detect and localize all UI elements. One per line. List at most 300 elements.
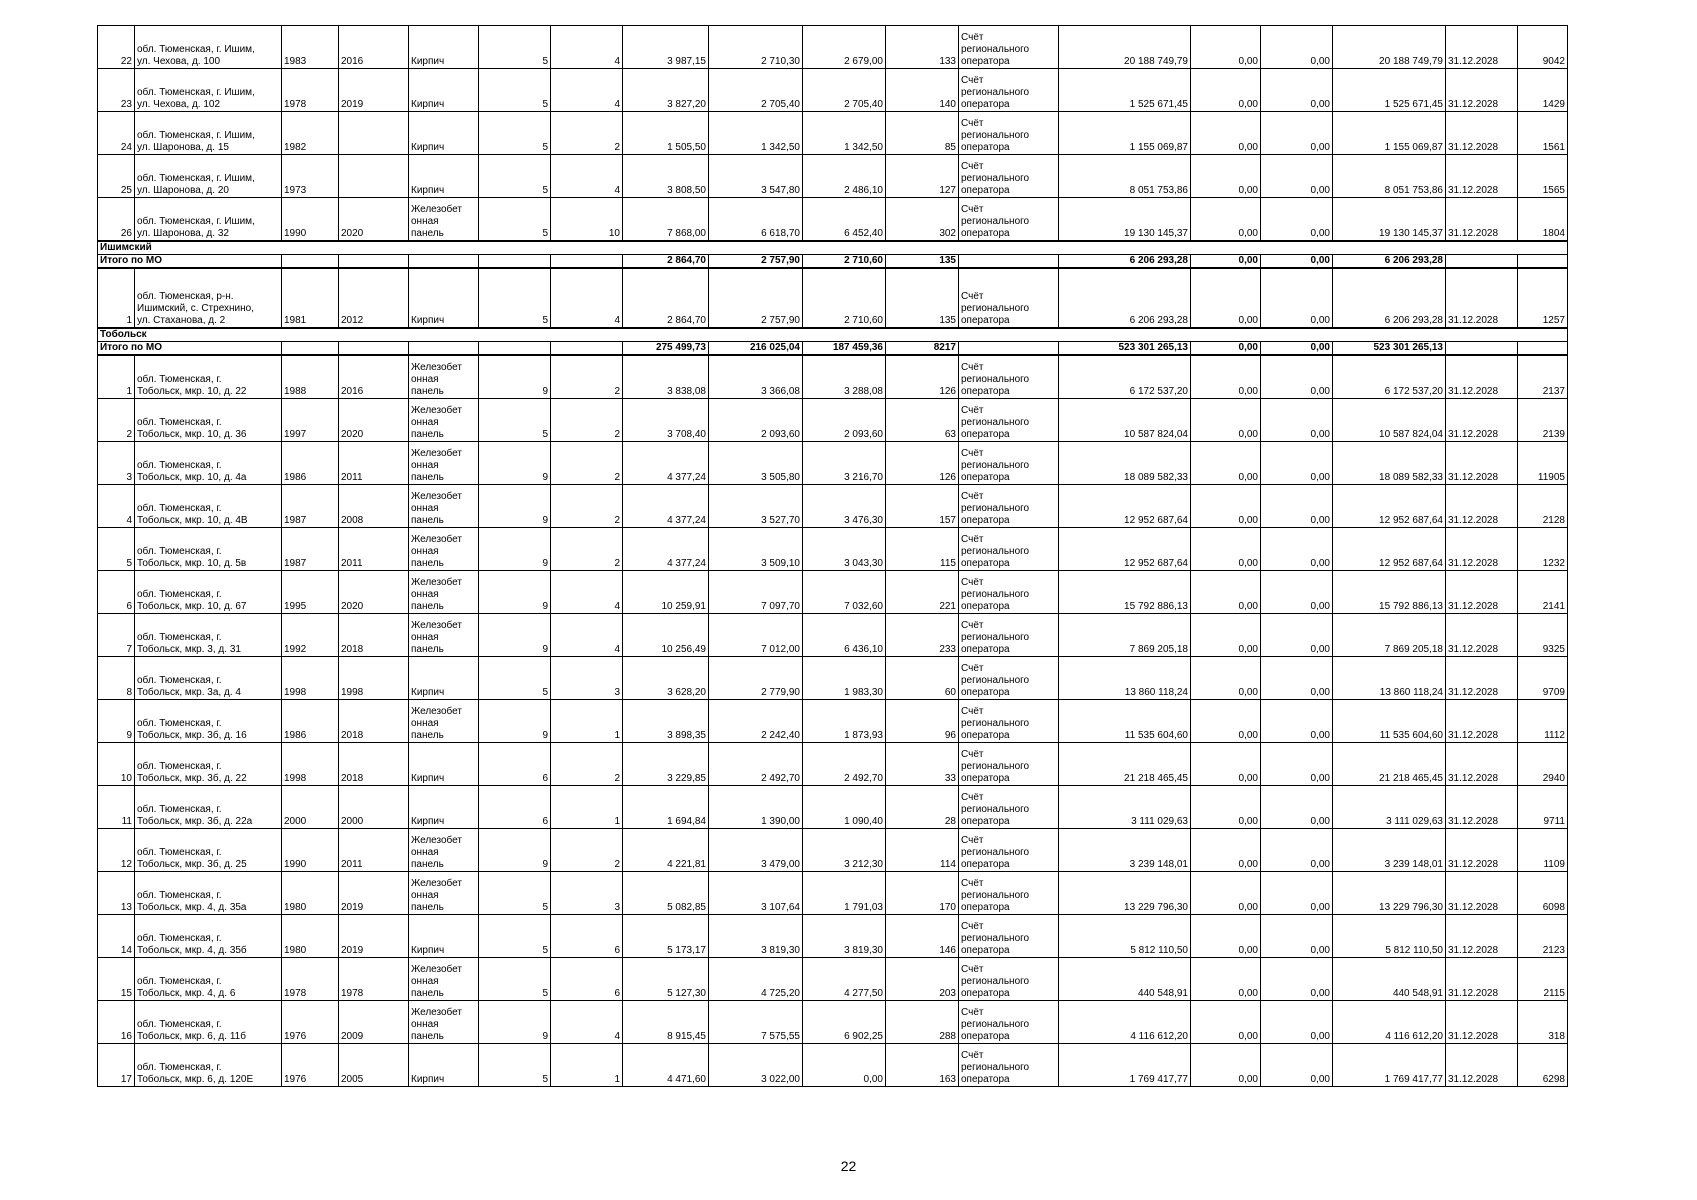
year-repaired-cell: 2009 [339, 1001, 409, 1044]
floors-cell: 5 [479, 1044, 551, 1087]
total-cost-cell: 4 116 612,20 [1059, 1001, 1191, 1044]
house-code-cell: 9325 [1518, 614, 1568, 657]
fund-method-cell: Счёт регионального оператора [959, 155, 1059, 198]
total-cost-cell: 440 548,91 [1059, 958, 1191, 1001]
table-row [98, 700, 1568, 743]
cost-owners-cell: 3 111 029,63 [1333, 786, 1446, 829]
residents-cell: 60 [886, 657, 959, 700]
deadline-cell: 31.12.2028 [1446, 657, 1518, 700]
table-row [98, 485, 1568, 528]
residential-area-cell: 3 212,30 [803, 829, 886, 872]
address-cell: обл. Тюменская, р-н. Ишимский, с. Стрехнино, ул. Стаханова, д. 2 [135, 268, 282, 328]
floors-cell: 5 [479, 112, 551, 155]
wall-material-cell: Железобет онная панель [409, 442, 479, 485]
house-code-cell: 1112 [1518, 700, 1568, 743]
residential-area-cell: 1 983,30 [803, 657, 886, 700]
cost-budget-cell: 0,00 [1261, 355, 1333, 399]
cost-budget-cell: 0,00 [1261, 26, 1333, 69]
year-repaired-cell: 1978 [339, 958, 409, 1001]
residential-area-cell: 2 679,00 [803, 26, 886, 69]
total-year-built-cell [282, 255, 339, 269]
house-code-cell: 2123 [1518, 915, 1568, 958]
cost-owners-cell: 12 952 687,64 [1333, 485, 1446, 528]
address-cell: обл. Тюменская, г. Тобольск, мкр. 3б, д. 16 [135, 700, 282, 743]
year-repaired-cell: 2019 [339, 69, 409, 112]
cost-budget-cell: 0,00 [1261, 657, 1333, 700]
house-code-cell: 2139 [1518, 399, 1568, 442]
fund-method-cell: Счёт регионального оператора [959, 657, 1059, 700]
year-built-cell: 1978 [282, 958, 339, 1001]
table-row [98, 614, 1568, 657]
house-code-cell: 1109 [1518, 829, 1568, 872]
table-row [98, 355, 1568, 399]
house-code-cell: 2940 [1518, 743, 1568, 786]
entrances-cell: 2 [551, 355, 623, 399]
municipality-name: Тобольск [98, 328, 1568, 342]
cost-owners-cell: 5 812 110,50 [1333, 915, 1446, 958]
table-row [98, 571, 1568, 614]
residential-area-cell: 1 791,03 [803, 872, 886, 915]
row-number: 10 [98, 743, 135, 786]
cost-fund-cell: 0,00 [1191, 69, 1261, 112]
wall-material-cell: Кирпич [409, 26, 479, 69]
entrances-cell: 4 [551, 614, 623, 657]
living-area-cell: 3 527,70 [709, 485, 803, 528]
table-row [98, 26, 1568, 69]
residential-area-cell: 1 342,50 [803, 112, 886, 155]
living-area-cell: 3 509,10 [709, 528, 803, 571]
row-number: 12 [98, 829, 135, 872]
entrances-cell: 1 [551, 1044, 623, 1087]
total-fund-method-cell [959, 255, 1059, 269]
floors-cell: 5 [479, 872, 551, 915]
year-built-cell: 1982 [282, 112, 339, 155]
table-row [98, 1044, 1568, 1087]
deadline-cell: 31.12.2028 [1446, 69, 1518, 112]
total-cost-fund-cell: 0,00 [1191, 255, 1261, 269]
year-repaired-cell: 2008 [339, 485, 409, 528]
floors-cell: 9 [479, 442, 551, 485]
page-number: 22 [840, 1158, 857, 1174]
wall-material-cell: Железобет онная панель [409, 485, 479, 528]
address-cell: обл. Тюменская, г. Тобольск, мкр. 3, д. 31 [135, 614, 282, 657]
entrances-cell: 10 [551, 198, 623, 242]
residential-area-cell: 6 902,25 [803, 1001, 886, 1044]
deadline-cell: 31.12.2028 [1446, 915, 1518, 958]
floors-cell: 5 [479, 155, 551, 198]
cost-fund-cell: 0,00 [1191, 829, 1261, 872]
living-area-cell: 2 093,60 [709, 399, 803, 442]
wall-material-cell: Кирпич [409, 657, 479, 700]
fund-method-cell: Счёт регионального оператора [959, 1044, 1059, 1087]
total-area-cell: 2 864,70 [623, 268, 709, 328]
residents-cell: 28 [886, 786, 959, 829]
deadline-cell: 31.12.2028 [1446, 355, 1518, 399]
residential-area-cell: 3 216,70 [803, 442, 886, 485]
fund-method-cell: Счёт регионального оператора [959, 399, 1059, 442]
deadline-cell: 31.12.2028 [1446, 485, 1518, 528]
deadline-cell: 31.12.2028 [1446, 26, 1518, 69]
year-built-cell: 1980 [282, 915, 339, 958]
cost-fund-cell: 0,00 [1191, 355, 1261, 399]
row-number: 7 [98, 614, 135, 657]
floors-cell: 5 [479, 26, 551, 69]
total-cost-cell: 3 239 148,01 [1059, 829, 1191, 872]
floors-cell: 5 [479, 399, 551, 442]
residential-area-cell: 6 436,10 [803, 614, 886, 657]
cost-fund-cell: 0,00 [1191, 26, 1261, 69]
total-area-cell: 3 808,50 [623, 155, 709, 198]
total-area-cell: 10 256,49 [623, 614, 709, 657]
total-house-code-cell [1518, 255, 1568, 269]
deadline-cell: 31.12.2028 [1446, 743, 1518, 786]
residents-cell: 96 [886, 700, 959, 743]
fund-method-cell: Счёт регионального оператора [959, 26, 1059, 69]
residential-area-cell: 2 710,60 [803, 268, 886, 328]
year-built-cell: 1992 [282, 614, 339, 657]
deadline-cell: 31.12.2028 [1446, 958, 1518, 1001]
residential-area-cell: 3 476,30 [803, 485, 886, 528]
total-area-cell: 4 377,24 [623, 485, 709, 528]
address-cell: обл. Тюменская, г. Тобольск, мкр. 4, д. 35б [135, 915, 282, 958]
municipality-total-row [98, 342, 1568, 356]
living-area-cell: 7 097,70 [709, 571, 803, 614]
table-row [98, 829, 1568, 872]
total-area-cell: 3 987,15 [623, 26, 709, 69]
residents-cell: 126 [886, 442, 959, 485]
year-built-cell: 1998 [282, 657, 339, 700]
wall-material-cell: Железобет онная панель [409, 198, 479, 242]
wall-material-cell: Железобет онная панель [409, 829, 479, 872]
total-wall-material-cell [409, 342, 479, 356]
municipality-header-row [98, 328, 1568, 342]
residents-cell: 288 [886, 1001, 959, 1044]
entrances-cell: 4 [551, 1001, 623, 1044]
entrances-cell: 2 [551, 485, 623, 528]
wall-material-cell: Кирпич [409, 1044, 479, 1087]
fund-method-cell: Счёт регионального оператора [959, 743, 1059, 786]
floors-cell: 9 [479, 571, 551, 614]
residential-area-cell: 6 452,40 [803, 198, 886, 242]
cost-fund-cell: 0,00 [1191, 786, 1261, 829]
cost-owners-cell: 1 525 671,45 [1333, 69, 1446, 112]
total-area-cell: 4 221,81 [623, 829, 709, 872]
row-number: 8 [98, 657, 135, 700]
floors-cell: 5 [479, 915, 551, 958]
total-floors-cell [479, 342, 551, 356]
address-cell: обл. Тюменская, г. Тобольск, мкр. 6, д. 11б [135, 1001, 282, 1044]
cost-owners-cell: 13 860 118,24 [1333, 657, 1446, 700]
total-cost-cell: 6 172 537,20 [1059, 355, 1191, 399]
total-deadline-cell [1446, 255, 1518, 269]
total-cost-owners-cell: 6 206 293,28 [1333, 255, 1446, 269]
living-area-cell: 2 779,90 [709, 657, 803, 700]
fund-method-cell: Счёт регионального оператора [959, 198, 1059, 242]
address-cell: обл. Тюменская, г. Ишим, ул. Шаронова, д. 20 [135, 155, 282, 198]
row-number: 5 [98, 528, 135, 571]
cost-owners-cell: 11 535 604,60 [1333, 700, 1446, 743]
living-area-cell: 7 575,55 [709, 1001, 803, 1044]
address-cell: обл. Тюменская, г. Тобольск, мкр. 6, д. 120Е [135, 1044, 282, 1087]
house-code-cell: 6298 [1518, 1044, 1568, 1087]
row-number: 4 [98, 485, 135, 528]
year-repaired-cell: 2018 [339, 614, 409, 657]
house-code-cell: 1257 [1518, 268, 1568, 328]
year-built-cell: 1987 [282, 528, 339, 571]
wall-material-cell: Кирпич [409, 268, 479, 328]
total-cost-cell: 1 769 417,77 [1059, 1044, 1191, 1087]
entrances-cell: 3 [551, 657, 623, 700]
total-cost-cell: 1 525 671,45 [1059, 69, 1191, 112]
fund-method-cell: Счёт регионального оператора [959, 614, 1059, 657]
floors-cell: 6 [479, 786, 551, 829]
floors-cell: 9 [479, 528, 551, 571]
deadline-cell: 31.12.2028 [1446, 399, 1518, 442]
cost-fund-cell: 0,00 [1191, 528, 1261, 571]
year-repaired-cell: 2018 [339, 743, 409, 786]
floors-cell: 9 [479, 829, 551, 872]
year-repaired-cell: 2020 [339, 198, 409, 242]
entrances-cell: 2 [551, 528, 623, 571]
entrances-cell: 4 [551, 571, 623, 614]
residents-cell: 133 [886, 26, 959, 69]
wall-material-cell: Кирпич [409, 112, 479, 155]
total-residents-cell: 135 [886, 255, 959, 269]
total-cost-cell: 11 535 604,60 [1059, 700, 1191, 743]
deadline-cell: 31.12.2028 [1446, 1001, 1518, 1044]
cost-budget-cell: 0,00 [1261, 528, 1333, 571]
year-built-cell: 1990 [282, 198, 339, 242]
house-code-cell: 1565 [1518, 155, 1568, 198]
address-cell: обл. Тюменская, г. Тобольск, мкр. 10, д. 4В [135, 485, 282, 528]
total-cost-fund-cell: 0,00 [1191, 342, 1261, 356]
fund-method-cell: Счёт регионального оператора [959, 571, 1059, 614]
total-area-cell: 4 377,24 [623, 442, 709, 485]
year-built-cell: 1981 [282, 268, 339, 328]
total-cost-cell: 1 155 069,87 [1059, 112, 1191, 155]
fund-method-cell: Счёт регионального оператора [959, 829, 1059, 872]
fund-method-cell: Счёт регионального оператора [959, 872, 1059, 915]
year-built-cell: 1980 [282, 872, 339, 915]
residential-area-cell: 3 043,30 [803, 528, 886, 571]
residents-cell: 203 [886, 958, 959, 1001]
entrances-cell: 4 [551, 155, 623, 198]
year-repaired-cell: 2019 [339, 915, 409, 958]
total-cost-budget-cell: 0,00 [1261, 255, 1333, 269]
cost-budget-cell: 0,00 [1261, 614, 1333, 657]
table-row [98, 198, 1568, 242]
entrances-cell: 2 [551, 442, 623, 485]
wall-material-cell: Кирпич [409, 915, 479, 958]
residential-area-cell: 2 705,40 [803, 69, 886, 112]
deadline-cell: 31.12.2028 [1446, 268, 1518, 328]
cost-owners-cell: 7 869 205,18 [1333, 614, 1446, 657]
row-number: 1 [98, 268, 135, 328]
table-row [98, 657, 1568, 700]
row-number: 17 [98, 1044, 135, 1087]
residents-cell: 140 [886, 69, 959, 112]
year-repaired-cell: 1998 [339, 657, 409, 700]
year-repaired-cell: 2016 [339, 355, 409, 399]
year-built-cell: 1983 [282, 26, 339, 69]
address-cell: обл. Тюменская, г. Ишим, ул. Чехова, д. 100 [135, 26, 282, 69]
fund-method-cell: Счёт регионального оператора [959, 69, 1059, 112]
row-number: 22 [98, 26, 135, 69]
year-built-cell: 1976 [282, 1001, 339, 1044]
wall-material-cell: Железобет онная панель [409, 571, 479, 614]
total-area-cell: 5 173,17 [623, 915, 709, 958]
total-cost-cell: 3 111 029,63 [1059, 786, 1191, 829]
total-area-cell: 1 694,84 [623, 786, 709, 829]
year-built-cell: 1987 [282, 485, 339, 528]
living-area-cell: 4 725,20 [709, 958, 803, 1001]
cost-fund-cell: 0,00 [1191, 915, 1261, 958]
entrances-cell: 2 [551, 743, 623, 786]
total-living-area-cell: 216 025,04 [709, 342, 803, 356]
living-area-cell: 3 819,30 [709, 915, 803, 958]
living-area-cell: 3 479,00 [709, 829, 803, 872]
entrances-cell: 1 [551, 700, 623, 743]
cost-owners-cell: 6 172 537,20 [1333, 355, 1446, 399]
living-area-cell: 2 710,30 [709, 26, 803, 69]
house-code-cell: 318 [1518, 1001, 1568, 1044]
cost-fund-cell: 0,00 [1191, 268, 1261, 328]
table-row [98, 528, 1568, 571]
total-cost-cell: 8 051 753,86 [1059, 155, 1191, 198]
wall-material-cell: Железобет онная панель [409, 399, 479, 442]
residents-cell: 302 [886, 198, 959, 242]
total-entrances-cell [551, 255, 623, 269]
fund-method-cell: Счёт регионального оператора [959, 442, 1059, 485]
total-area-cell: 3 827,20 [623, 69, 709, 112]
residential-area-cell: 7 032,60 [803, 571, 886, 614]
cost-budget-cell: 0,00 [1261, 743, 1333, 786]
deadline-cell: 31.12.2028 [1446, 112, 1518, 155]
residential-area-cell: 4 277,50 [803, 958, 886, 1001]
cost-budget-cell: 0,00 [1261, 1044, 1333, 1087]
total-area-cell: 3 708,40 [623, 399, 709, 442]
residents-cell: 33 [886, 743, 959, 786]
house-code-cell: 2128 [1518, 485, 1568, 528]
floors-cell: 9 [479, 614, 551, 657]
address-cell: обл. Тюменская, г. Тобольск, мкр. 3б, д. 25 [135, 829, 282, 872]
total-cost-cell: 13 229 796,30 [1059, 872, 1191, 915]
municipality-total-row [98, 255, 1568, 269]
residents-cell: 114 [886, 829, 959, 872]
floors-cell: 9 [479, 355, 551, 399]
table-row [98, 155, 1568, 198]
residential-area-cell: 0,00 [803, 1044, 886, 1087]
cost-fund-cell: 0,00 [1191, 198, 1261, 242]
entrances-cell: 2 [551, 399, 623, 442]
entrances-cell: 3 [551, 872, 623, 915]
table-row [98, 1001, 1568, 1044]
row-number: 3 [98, 442, 135, 485]
total-year-repaired-cell [339, 255, 409, 269]
house-code-cell: 1429 [1518, 69, 1568, 112]
residents-cell: 135 [886, 268, 959, 328]
total-area-cell: 7 868,00 [623, 198, 709, 242]
total-area-cell: 4 471,60 [623, 1044, 709, 1087]
table-row [98, 69, 1568, 112]
address-cell: обл. Тюменская, г. Тобольск, мкр. 4, д. 35а [135, 872, 282, 915]
cost-owners-cell: 4 116 612,20 [1333, 1001, 1446, 1044]
cost-fund-cell: 0,00 [1191, 872, 1261, 915]
cost-fund-cell: 0,00 [1191, 614, 1261, 657]
total-cost-cell: 7 869 205,18 [1059, 614, 1191, 657]
fund-method-cell: Счёт регионального оператора [959, 786, 1059, 829]
address-cell: обл. Тюменская, г. Тобольск, мкр. 10, д. 67 [135, 571, 282, 614]
living-area-cell: 3 022,00 [709, 1044, 803, 1087]
house-code-cell: 2141 [1518, 571, 1568, 614]
living-area-cell: 3 505,80 [709, 442, 803, 485]
year-built-cell: 2000 [282, 786, 339, 829]
fund-method-cell: Счёт регионального оператора [959, 958, 1059, 1001]
cost-fund-cell: 0,00 [1191, 399, 1261, 442]
residents-cell: 170 [886, 872, 959, 915]
wall-material-cell: Кирпич [409, 155, 479, 198]
living-area-cell: 3 366,08 [709, 355, 803, 399]
wall-material-cell: Кирпич [409, 69, 479, 112]
cost-budget-cell: 0,00 [1261, 786, 1333, 829]
cost-budget-cell: 0,00 [1261, 571, 1333, 614]
row-number: 1 [98, 355, 135, 399]
living-area-cell: 2 492,70 [709, 743, 803, 786]
year-repaired-cell: 2020 [339, 399, 409, 442]
fund-method-cell: Счёт регионального оператора [959, 355, 1059, 399]
table-row [98, 786, 1568, 829]
year-repaired-cell: 2011 [339, 528, 409, 571]
total-fund-method-cell [959, 342, 1059, 356]
cost-fund-cell: 0,00 [1191, 442, 1261, 485]
wall-material-cell: Железобет онная панель [409, 700, 479, 743]
entrances-cell: 4 [551, 268, 623, 328]
residents-cell: 146 [886, 915, 959, 958]
cost-fund-cell: 0,00 [1191, 1001, 1261, 1044]
address-cell: обл. Тюменская, г. Тобольск, мкр. 3б, д. 22а [135, 786, 282, 829]
total-total-cost-cell: 6 206 293,28 [1059, 255, 1191, 269]
cost-budget-cell: 0,00 [1261, 399, 1333, 442]
housing-register-table [97, 25, 1568, 1087]
year-built-cell: 1978 [282, 69, 339, 112]
cost-budget-cell: 0,00 [1261, 268, 1333, 328]
row-number: 25 [98, 155, 135, 198]
total-cost-owners-cell: 523 301 265,13 [1333, 342, 1446, 356]
fund-method-cell: Счёт регионального оператора [959, 700, 1059, 743]
residents-cell: 221 [886, 571, 959, 614]
floors-cell: 5 [479, 198, 551, 242]
wall-material-cell: Кирпич [409, 786, 479, 829]
cost-owners-cell: 18 089 582,33 [1333, 442, 1446, 485]
table-row [98, 743, 1568, 786]
row-number: 26 [98, 198, 135, 242]
living-area-cell: 7 012,00 [709, 614, 803, 657]
deadline-cell: 31.12.2028 [1446, 528, 1518, 571]
address-cell: обл. Тюменская, г. Тобольск, мкр. 10, д. 4а [135, 442, 282, 485]
year-repaired-cell: 2020 [339, 571, 409, 614]
cost-owners-cell: 8 051 753,86 [1333, 155, 1446, 198]
municipality-header-row [98, 241, 1568, 255]
cost-budget-cell: 0,00 [1261, 829, 1333, 872]
total-cost-cell: 12 952 687,64 [1059, 528, 1191, 571]
cost-fund-cell: 0,00 [1191, 657, 1261, 700]
cost-fund-cell: 0,00 [1191, 155, 1261, 198]
cost-owners-cell: 15 792 886,13 [1333, 571, 1446, 614]
total-year-repaired-cell [339, 342, 409, 356]
living-area-cell: 2 705,40 [709, 69, 803, 112]
residential-area-cell: 1 090,40 [803, 786, 886, 829]
cost-budget-cell: 0,00 [1261, 442, 1333, 485]
